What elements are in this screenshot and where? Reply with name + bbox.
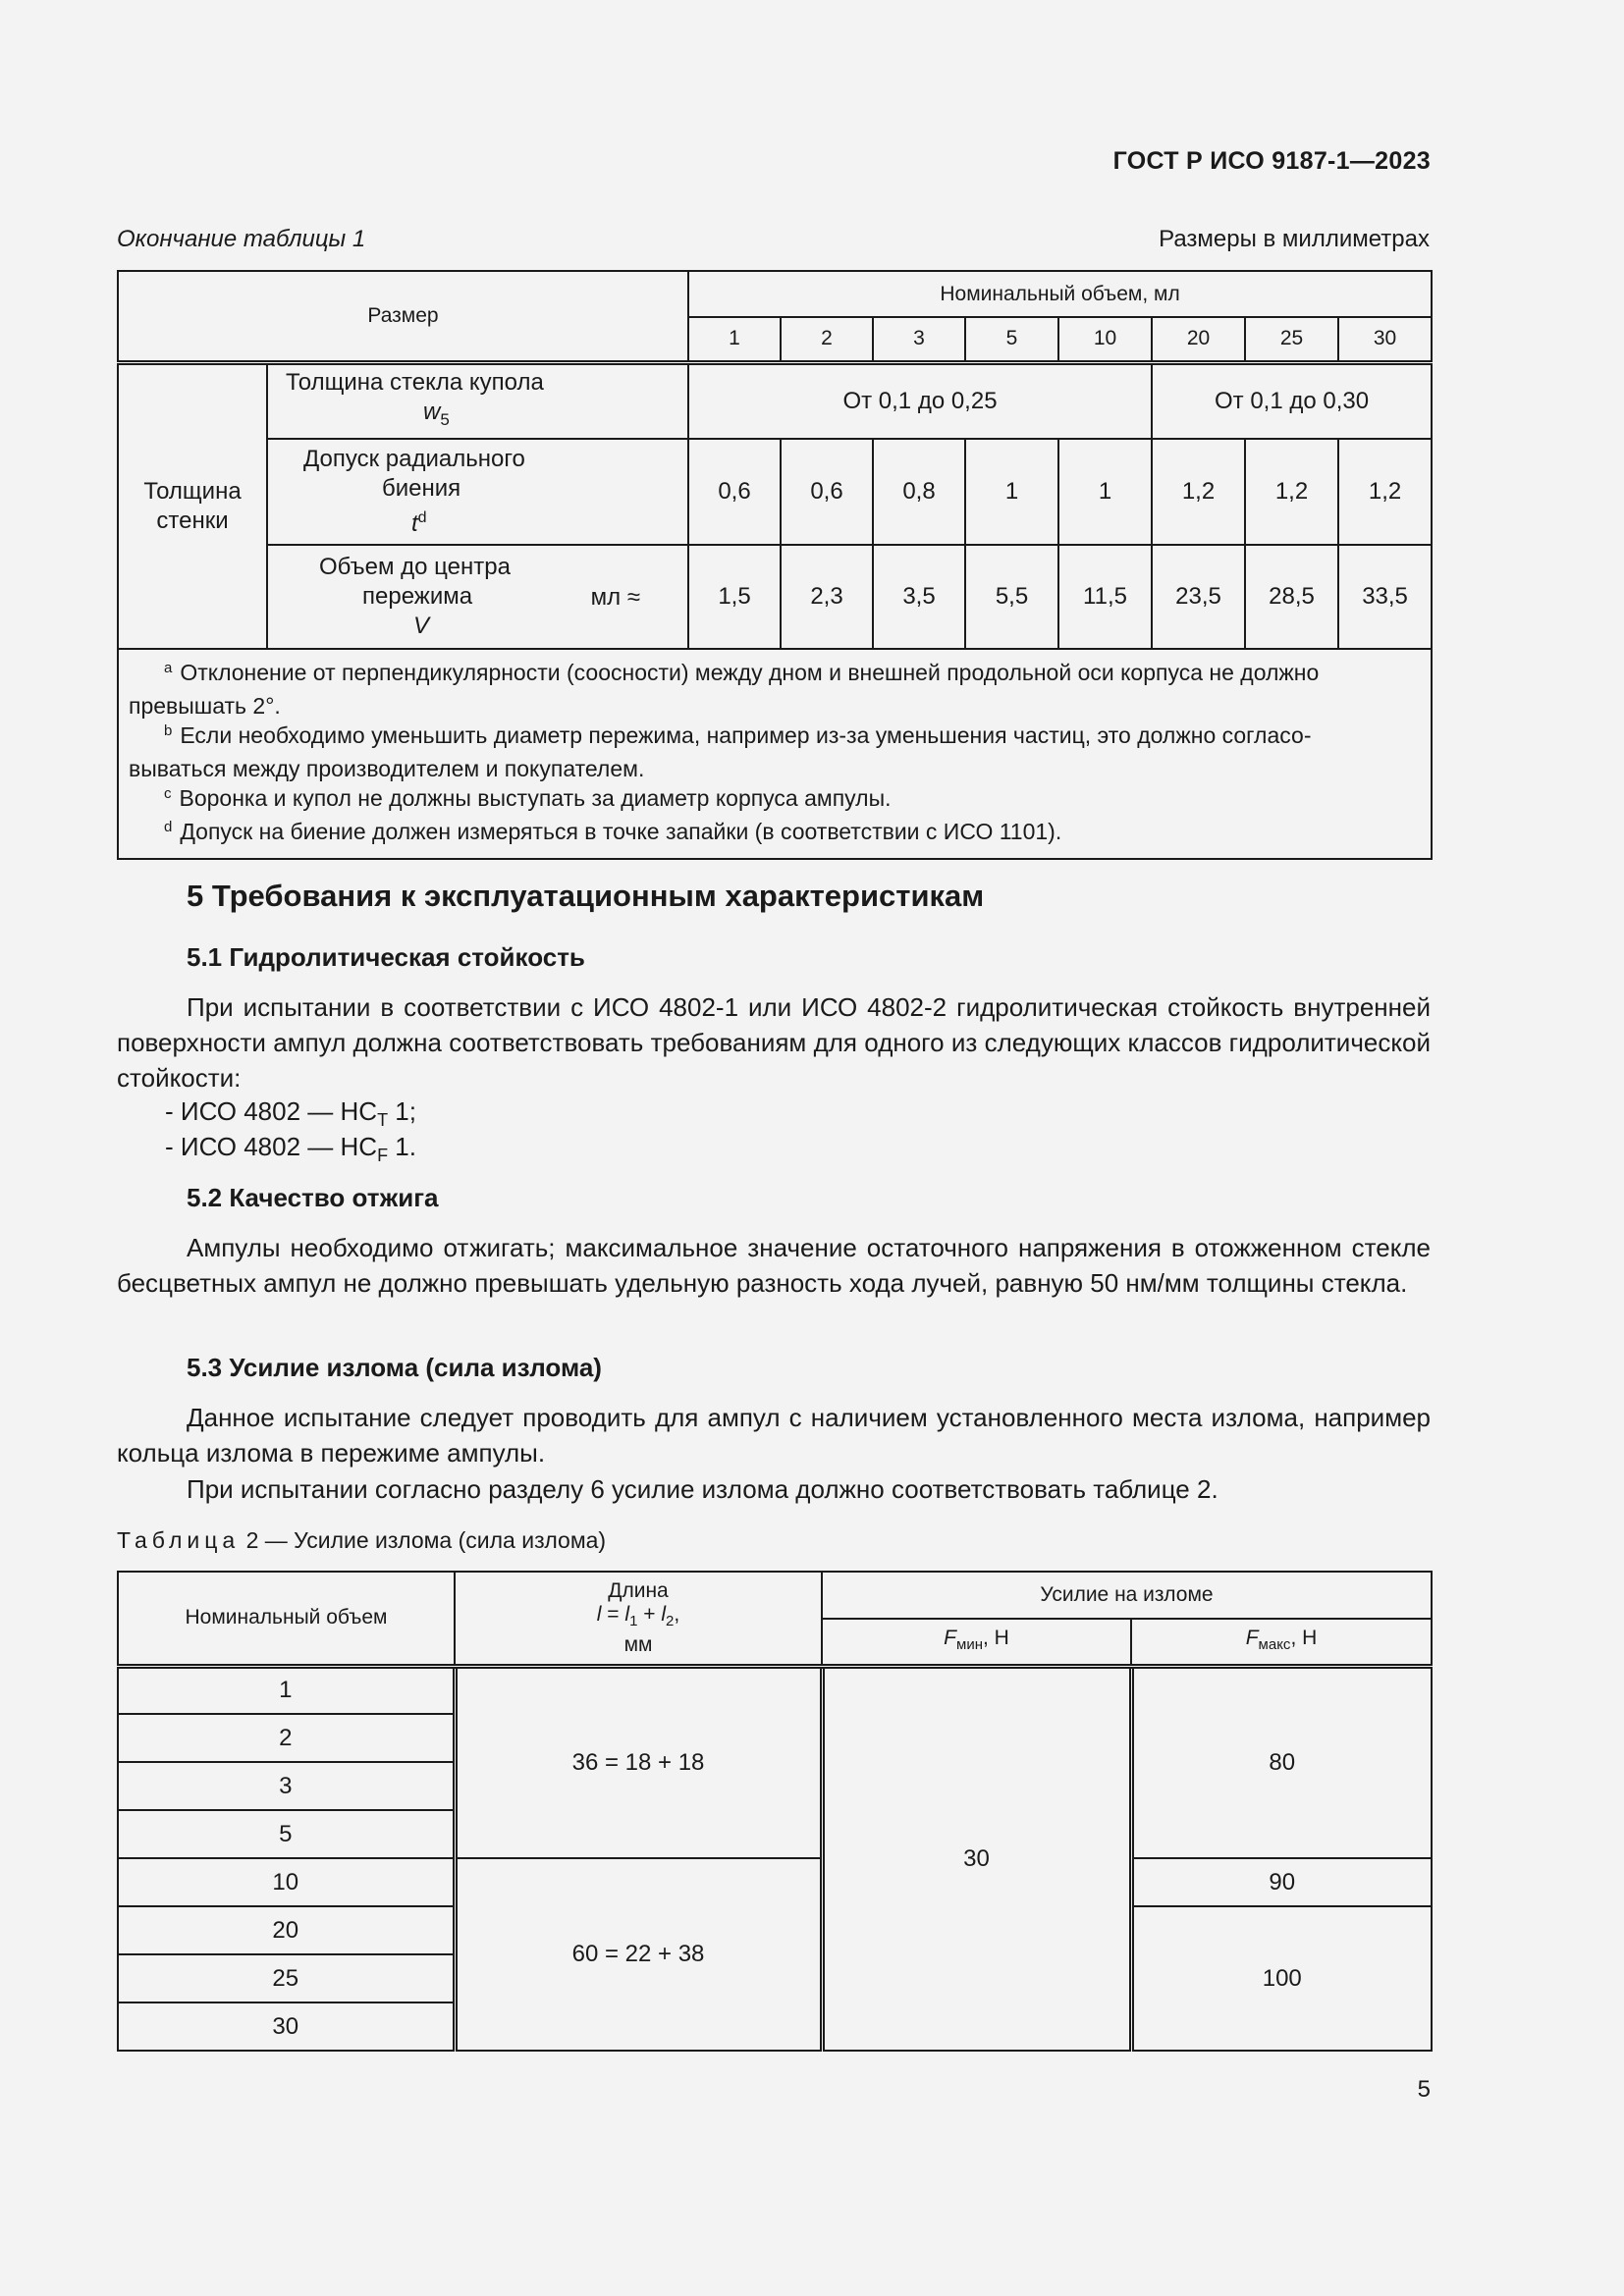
fmin-cell: 30 <box>822 1666 1131 2051</box>
table-row <box>118 1666 1432 1714</box>
section-5-3-text: Данное испытание следует проводить для ампул с наличием установленного места излома, например кольца излома в пережиме ампулы. <box>117 1403 1431 1468</box>
table-row <box>118 1858 1432 1906</box>
value-cell: 0,6 <box>688 439 781 545</box>
section-5-2-text: Ампулы необходимо отжигать; максимальное значение остаточного напряжения в отожженном стекле бесцветных ампул не должно превышать удельную разность хода лучей, равную 50 нм/мм толщины стекла. <box>117 1233 1431 1298</box>
table1-units: Размеры в миллиметрах <box>1159 226 1430 252</box>
note: $^a$ Отклонение от перпендикулярности (соосности) между дном и внешней продольной оси корпуса не должно <box>164 660 1320 685</box>
unit-label: мл ≈ <box>590 584 640 611</box>
list-item: - ИСО 4802 — $HC_F$ 1. <box>165 1132 416 1166</box>
value-cell: 28,5 <box>1245 545 1338 649</box>
volume-cell: 10 <box>118 1858 455 1906</box>
volume-header: 3 <box>873 317 965 362</box>
table2 <box>117 1571 1433 2052</box>
range-cell: От 0,1 до 0,30 <box>1152 362 1432 439</box>
notes-row <box>118 649 1432 859</box>
volume-cell: 2 <box>118 1714 455 1762</box>
section-5-3-title: 5.3 Усилие излома (сила излома) <box>187 1353 602 1382</box>
document-id: ГОСТ Р ИСО 9187-1—2023 <box>1112 147 1431 175</box>
col-size-header: Размер <box>118 271 688 362</box>
table1 <box>117 270 1433 860</box>
section-5-1-text: При испытании в соответствии с ИСО 4802-1 или ИСО 4802-2 гидролитическая стойкость внутренней поверхности ампул должна соответствовать требованиям для одного из следующих классов гидролитической стойкости: <box>117 992 1431 1093</box>
section-5-title: 5 Требования к эксплуатационным характеристикам <box>187 879 985 913</box>
volume-header: 1 <box>688 317 781 362</box>
value-cell: 11,5 <box>1058 545 1152 649</box>
table1-caption: Окончание таблицы 1 <box>117 226 366 252</box>
col-nominal-volume: Номинальный объем <box>118 1572 455 1666</box>
value-cell: 1,2 <box>1245 439 1338 545</box>
note: $^d$ Допуск на биение должен измеряться в точке запайки (в соответствии с ИСО 1101). <box>164 819 1062 844</box>
value-cell: 1 <box>965 439 1058 545</box>
col-fmin: $F_{мин}$, Н <box>822 1619 1131 1666</box>
value-cell: 1,2 <box>1152 439 1245 545</box>
row-label-runout: Допуск радиального биения $t^d$ <box>267 439 688 545</box>
col-length: Длина $l = l_1 + l_2$, мм <box>455 1572 822 1666</box>
value-cell: 1 <box>1058 439 1152 545</box>
section-5-3-text-2: При испытании согласно разделу 6 усилие излома должно соответствовать таблице 2. <box>187 1474 1218 1504</box>
fmax-cell: 100 <box>1131 1906 1432 2051</box>
value-cell: 0,8 <box>873 439 965 545</box>
table2-caption: Таблица 2 — Усилие излома (сила излома) <box>117 1527 607 1553</box>
value-cell: 0,6 <box>781 439 873 545</box>
row-label-volume: Объем до центра пережима V мл ≈ <box>267 545 688 649</box>
table-row <box>118 362 1432 439</box>
note-continuation: превышать 2°. <box>129 693 281 719</box>
value-cell: 33,5 <box>1338 545 1432 649</box>
list-item: - ИСО 4802 — $HC_T$ 1; <box>165 1096 416 1131</box>
volume-cell: 20 <box>118 1906 455 1954</box>
volume-header: 30 <box>1338 317 1432 362</box>
length-cell: 60 = 22 + 38 <box>455 1858 822 2051</box>
length-cell: 36 = 18 + 18 <box>455 1666 822 1858</box>
note-continuation: вываться между производителем и покупателем. <box>129 756 645 781</box>
value-cell: 5,5 <box>965 545 1058 649</box>
section-5-2-title: 5.2 Качество отжига <box>187 1183 439 1212</box>
volume-cell: 1 <box>118 1666 455 1714</box>
note: $^c$ Воронка и купол не должны выступать за диаметр корпуса ампулы. <box>164 785 892 811</box>
row-label-dome-glass: Толщина стекла купола $w_5$ <box>267 362 688 439</box>
range-cell: От 0,1 до 0,25 <box>688 362 1152 439</box>
volume-cell: 30 <box>118 2002 455 2051</box>
table-row <box>118 439 1432 545</box>
value-cell: 3,5 <box>873 545 965 649</box>
group-label: Толщина стенки <box>118 362 267 649</box>
section-5-1-title: 5.1 Гидролитическая стойкость <box>187 942 585 972</box>
note: $^b$ Если необходимо уменьшить диаметр пережима, например из-за уменьшения частиц, это должно согласо- <box>164 722 1312 748</box>
volume-cell: 25 <box>118 1954 455 2002</box>
volume-header: 2 <box>781 317 873 362</box>
value-cell: 2,3 <box>781 545 873 649</box>
col-nominal-header: Номинальный объем, мл <box>688 271 1432 317</box>
fmax-cell: 80 <box>1131 1666 1432 1858</box>
volume-cell: 3 <box>118 1762 455 1810</box>
volume-header: 20 <box>1152 317 1245 362</box>
volume-header: 25 <box>1245 317 1338 362</box>
volume-header: 10 <box>1058 317 1152 362</box>
table-row <box>118 545 1432 649</box>
col-fmax: $F_{макс}$, Н <box>1131 1619 1432 1666</box>
fmax-cell: 90 <box>1131 1858 1432 1906</box>
volume-header: 5 <box>965 317 1058 362</box>
page-number: 5 <box>1417 2076 1431 2103</box>
table-notes <box>118 649 1432 859</box>
volume-cell: 5 <box>118 1810 455 1858</box>
value-cell: 1,2 <box>1338 439 1432 545</box>
value-cell: 1,5 <box>688 545 781 649</box>
value-cell: 23,5 <box>1152 545 1245 649</box>
col-breaking-force: Усилие на изломе <box>822 1572 1432 1619</box>
